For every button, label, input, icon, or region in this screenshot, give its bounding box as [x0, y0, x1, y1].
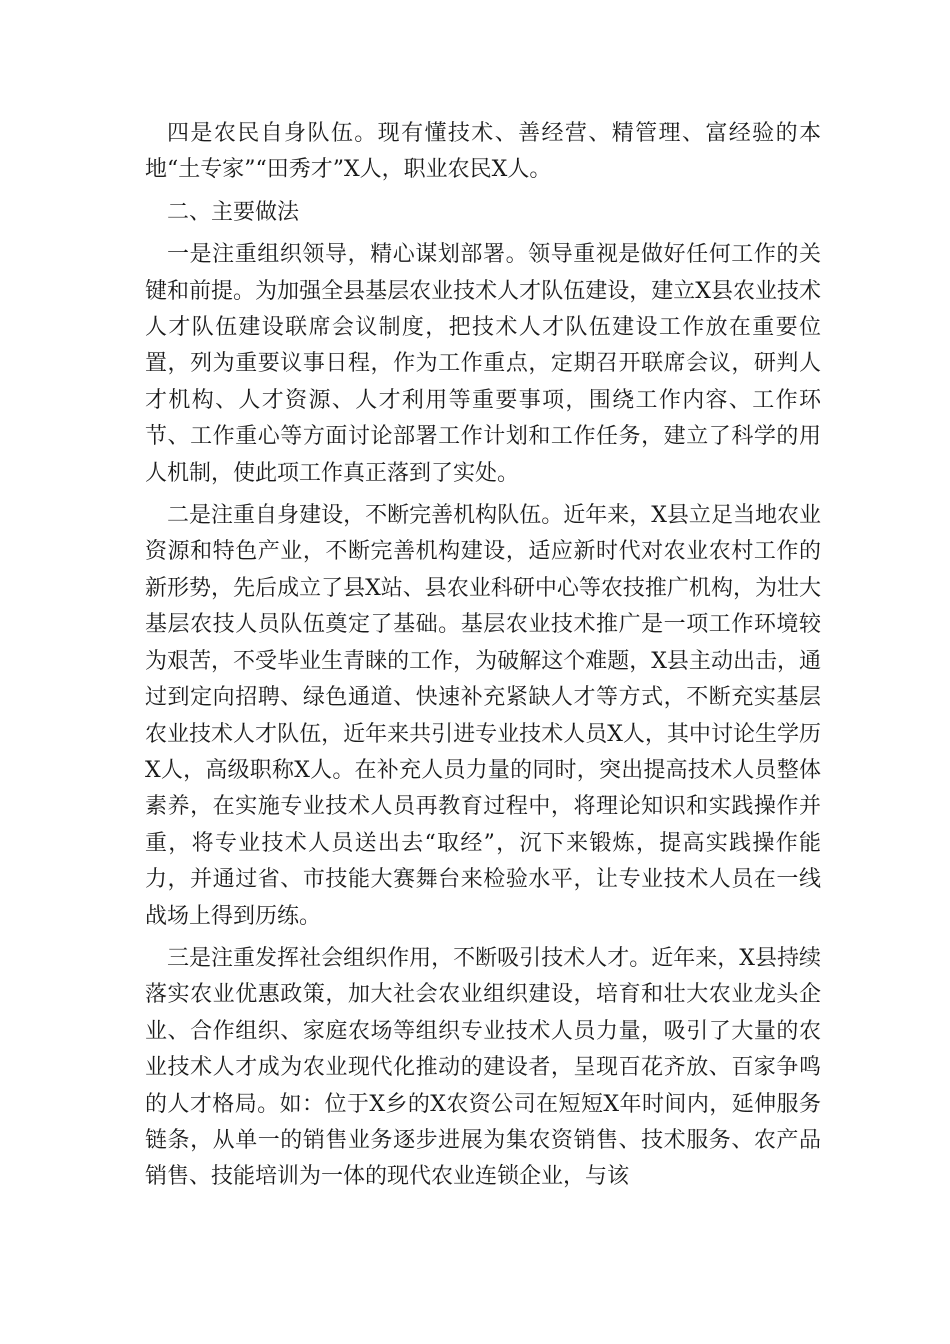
- document-body: [145, 116, 821, 1202]
- paragraph-organization-leadership: 一是注重组织领导，精心谋划部署。领导重视是做好任何工作的关键和前提。为加强全县基层农业技术人才队伍建设，建立X县农业技术人才队伍建设联席会议制度，把技术人才队伍建设工作放在重要位置，列为重要议事日程，作为工作重点，定期召开联席会议，研判人才机构、人才资源、人才利用等重要事项，围绕工作内容、工作环节、工作重心等方面讨论部署工作计划和工作任务，建立了科学的用人机制，使此项工作真正落到了实处。: [145, 242, 821, 486]
- paragraph-farmer-team: 四是农民自身队伍。现有懂技术、善经营、精管理、富经验的本地“土专家”“田秀才”X人，职业农民X人。: [145, 121, 821, 183]
- paragraph-social-organizations: 三是注重发挥社会组织作用，不断吸引技术人才。近年来，X县持续落实农业优惠政策，加大社会农业组织建设，培育和壮大农业龙头企业、合作组织、家庭农场等组织专业技术人员力量，吸引了大量的农业技术人才成为农业现代化推动的建设者，呈现百花齐放、百家争鸣的人才格局。如：位于X乡的X农资公司在短短X年时间内，延伸服务链条，从单一的销售业务逐步进展为集农资销售、技术服务、农产品销售、技能培训为一体的现代农业连锁企业，与该: [145, 945, 821, 1190]
- paragraph-self-construction: 二是注重自身建设，不断完善机构队伍。近年来，X县立足当地农业资源和特色产业，不断完善机构建设，适应新时代对农业农村工作的新形势，先后成立了县X站、县农业科研中心等农技推广机构，为壮大基层农技人员队伍奠定了基础。基层农业技术推广是一项工作环境较为艰苦，不受毕业生青睐的工作，为破解这个难题，X县主动出击，通过到定向招聘、绿色通道、快速补充紧缺人才等方式，不断充实基层农业技术人才队伍，近年来共引进专业技术人员X人，其中讨论生学历X人，高级职称X人。在补充人员力量的同时，突出提高技术人员整体素养，在实施专业技术人员再教育过程中，将理论知识和实践操作并重，将专业技术人员送出去“取经”，沉下来锻炼，提高实践操作能力，并通过省、市技能大赛舞台来检验水平，让专业技术人员在一线战场上得到历练。: [145, 503, 821, 929]
- section-heading-main-practices: 二、主要做法: [167, 199, 300, 225]
